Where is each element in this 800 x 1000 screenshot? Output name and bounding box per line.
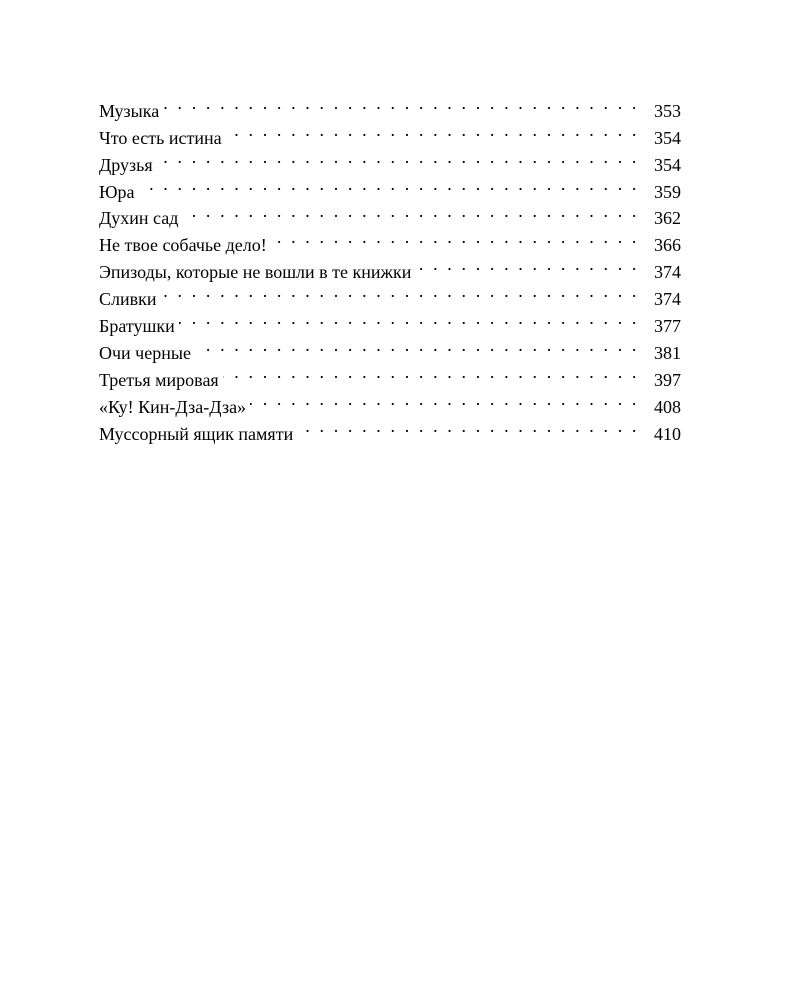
dot-leader — [223, 359, 639, 386]
toc-entry-page-number: 366 — [654, 235, 681, 256]
toc-entry-page-number: 374 — [654, 262, 681, 283]
dot-leader — [271, 224, 639, 251]
toc-entry-title: Духин сад — [99, 208, 179, 229]
toc-entry-page-number: 410 — [654, 423, 681, 444]
dot-leader — [297, 413, 639, 440]
dot-leader — [139, 171, 640, 198]
toc-entry-title: Сливки — [99, 289, 157, 310]
toc-entry — [99, 117, 681, 148]
dot-leader — [250, 386, 639, 413]
toc-entry-page-number: 377 — [654, 316, 681, 337]
toc-entry-page-number: 397 — [654, 369, 681, 390]
table-of-contents — [99, 90, 681, 444]
toc-entry-page-number: 362 — [654, 208, 681, 229]
toc-entry-page-number: 408 — [654, 396, 681, 417]
dot-leader — [161, 278, 640, 305]
toc-entry-title: Очи черные — [99, 342, 191, 363]
toc-entry — [99, 278, 681, 310]
dot-leader — [195, 332, 639, 359]
toc-entry — [99, 305, 681, 337]
dot-leader — [226, 117, 639, 144]
toc-entry-page-number: 353 — [654, 100, 681, 121]
toc-entry — [99, 90, 681, 121]
toc-entry-title: Эпизоды, которые не вошли в те книжки — [99, 262, 412, 283]
dot-leader — [182, 198, 639, 225]
toc-entry-title: Друзья — [99, 154, 153, 175]
toc-entry-title: Музыка — [99, 100, 160, 121]
toc-entry-page-number: 359 — [654, 181, 681, 202]
dot-leader — [179, 305, 639, 332]
toc-entry-page-number: 354 — [654, 127, 681, 148]
toc-entry — [99, 171, 681, 202]
toc-entry-title: «Ку! Кин-Дза-Дза» — [99, 396, 247, 417]
toc-entry-title: Не твое собачье дело! — [99, 235, 267, 256]
toc-entry-page-number: 354 — [654, 154, 681, 175]
toc-entry — [99, 224, 681, 256]
toc-entry — [99, 332, 681, 363]
dot-leader — [163, 90, 639, 117]
toc-entry-title: Братушки — [99, 316, 175, 337]
toc-entry-title: Юра — [99, 181, 135, 202]
toc-entry-title: Муссорный ящик памяти — [99, 423, 294, 444]
toc-entry — [99, 198, 681, 229]
dot-leader — [415, 251, 639, 278]
toc-entry — [99, 144, 681, 175]
toc-entry-title: Третья мировая — [99, 369, 219, 390]
toc-entry-page-number: 374 — [654, 289, 681, 310]
dot-leader — [157, 144, 639, 171]
toc-entry-page-number: 381 — [654, 342, 681, 363]
toc-entry-title: Что есть истина — [99, 127, 222, 148]
